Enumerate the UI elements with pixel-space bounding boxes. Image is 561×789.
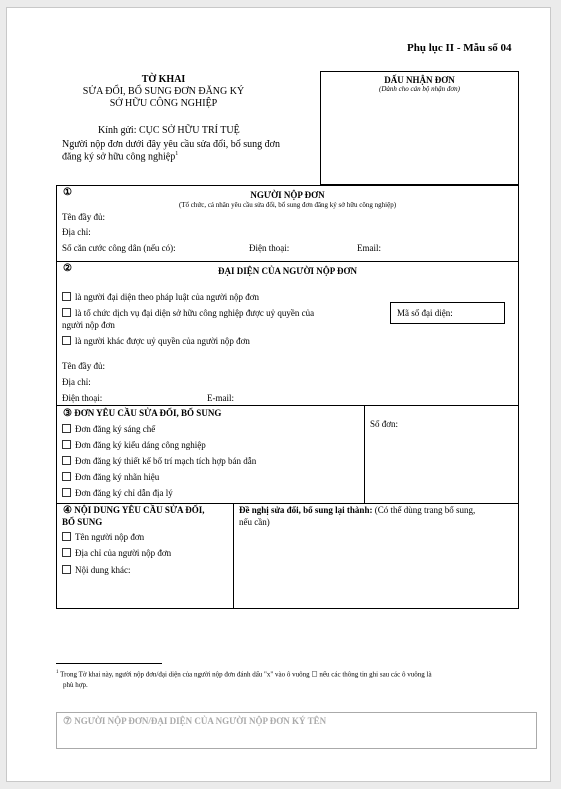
signature-heading: ⑦ NGƯỜI NỘP ĐƠN/ĐẠI DIỆN CỦA NGƯỜI NỘP ĐƠN KÝ TÊN bbox=[63, 716, 327, 727]
app-type-geo-indication[interactable]: Đơn đăng ký chỉ dẫn địa lý bbox=[62, 488, 173, 498]
footnote-ref: 1 bbox=[175, 151, 179, 157]
rep-name-field[interactable]: Tên đầy đủ: bbox=[62, 361, 105, 371]
checkbox[interactable] bbox=[62, 308, 71, 317]
intro-line-1: Người nộp đơn dưới đây yêu cầu sửa đổi, bổ sung đơn bbox=[62, 139, 280, 150]
rep-code-label: Mã số đại diện: bbox=[397, 308, 453, 318]
app-number-field[interactable]: Số đơn: bbox=[370, 419, 399, 429]
change-other[interactable]: Nội dung khác: bbox=[62, 565, 131, 575]
applicant-address-field[interactable]: Địa chỉ: bbox=[62, 227, 91, 237]
app-type-trademark[interactable]: Đơn đăng ký nhãn hiệu bbox=[62, 472, 159, 482]
proposal-label-cont: nếu cần) bbox=[239, 517, 270, 527]
footnote-text-cont: phù hợp. bbox=[63, 681, 88, 689]
rep-phone-field[interactable]: Điện thoại: bbox=[62, 393, 103, 403]
appendix-label: Phụ lục II - Mẫu số 04 bbox=[407, 42, 512, 54]
divider bbox=[56, 261, 519, 262]
change-applicant-address[interactable]: Địa chỉ của người nộp đơn bbox=[62, 548, 171, 558]
applicant-email-field[interactable]: Email: bbox=[357, 243, 381, 253]
divider bbox=[56, 405, 519, 406]
divider bbox=[56, 503, 519, 504]
checkbox[interactable] bbox=[62, 336, 71, 345]
app-type-layout[interactable]: Đơn đăng ký thiết kế bố trí mạch tích hợp bán dẫn bbox=[62, 456, 256, 466]
app-type-invention[interactable]: Đơn đăng ký sáng chế bbox=[62, 424, 155, 434]
stamp-note: (Dành cho cán bộ nhận đơn) bbox=[379, 85, 460, 93]
divider bbox=[364, 405, 365, 503]
rep-option-other[interactable]: là người khác được uỷ quyền của người nộp đơn bbox=[62, 336, 250, 346]
applicant-id-field[interactable]: Số căn cước công dân (nếu có): bbox=[62, 243, 176, 253]
checkbox[interactable] bbox=[62, 424, 71, 433]
checkbox[interactable] bbox=[62, 565, 71, 574]
rep-address-field[interactable]: Địa chỉ: bbox=[62, 377, 91, 387]
app-type-design[interactable]: Đơn đăng ký kiểu dáng công nghiệp bbox=[62, 440, 206, 450]
recipient: Kính gửi: CỤC SỞ HỮU TRÍ TUỆ bbox=[98, 125, 240, 136]
section2-title: ĐẠI DIỆN CỦA NGƯỜI NỘP ĐƠN bbox=[218, 266, 357, 276]
section4-heading: ④ NỘI DUNG YÊU CẦU SỬA ĐỔI, bbox=[63, 505, 205, 516]
form-subtitle-1: SỬA ĐỔI, BỔ SUNG ĐƠN ĐĂNG KÝ bbox=[82, 86, 245, 97]
form-title: TỜ KHAI bbox=[141, 74, 186, 85]
applicant-phone-field[interactable]: Điện thoại: bbox=[249, 243, 290, 253]
section4-heading-cont: BỔ SUNG bbox=[62, 517, 103, 527]
form-subtitle-2: SỞ HỮU CÔNG NGHIỆP bbox=[109, 98, 218, 109]
rep-option-service-cont: người nộp đơn bbox=[62, 320, 115, 330]
checkbox[interactable] bbox=[62, 440, 71, 449]
stamp-title: DẤU NHẬN ĐƠN bbox=[384, 75, 455, 85]
proposal-label: Đề nghị sửa đổi, bổ sung lại thành: (Có thể dùng trang bổ sung, bbox=[239, 505, 476, 515]
change-applicant-name[interactable]: Tên người nộp đơn bbox=[62, 532, 144, 542]
intro-line-2: đăng ký sở hữu công nghiệp$^1$ bbox=[62, 151, 179, 163]
rep-option-service[interactable]: là tổ chức dịch vụ đại diện sở hữu công nghiệp được uỷ quyền của bbox=[62, 308, 314, 318]
checkbox[interactable] bbox=[62, 488, 71, 497]
footnote-rule bbox=[56, 663, 162, 664]
divider bbox=[233, 503, 234, 609]
checkbox[interactable] bbox=[62, 292, 71, 301]
section2-number: ② bbox=[63, 263, 72, 274]
section1-note: (Tổ chức, cá nhân yêu cầu sửa đổi, bổ sung đơn đăng ký sở hữu công nghiệp) bbox=[178, 201, 397, 209]
checkbox[interactable] bbox=[62, 548, 71, 557]
rep-option-legal[interactable]: là người đại diện theo pháp luật của người nộp đơn bbox=[62, 292, 259, 302]
rep-email-field[interactable]: E-mail: bbox=[207, 393, 234, 403]
section1-number: ① bbox=[63, 187, 72, 198]
checkbox[interactable] bbox=[62, 456, 71, 465]
checkbox[interactable] bbox=[62, 472, 71, 481]
footnote-text: $^1$ Trong Tờ khai này, người nộp đơn/đại diện của người nộp đơn đánh dấu "x" vào ô vuông ☐ nếu các thông tin ghi sau các ô vuông là bbox=[56, 670, 432, 679]
section3-heading: ③ ĐƠN YÊU CẦU SỬA ĐỔI, BỔ SUNG bbox=[63, 408, 222, 419]
document-page bbox=[6, 7, 551, 782]
applicant-name-field[interactable]: Tên đầy đủ: bbox=[62, 212, 105, 222]
checkbox[interactable] bbox=[62, 532, 71, 541]
section1-title: NGƯỜI NỘP ĐƠN bbox=[250, 190, 325, 200]
